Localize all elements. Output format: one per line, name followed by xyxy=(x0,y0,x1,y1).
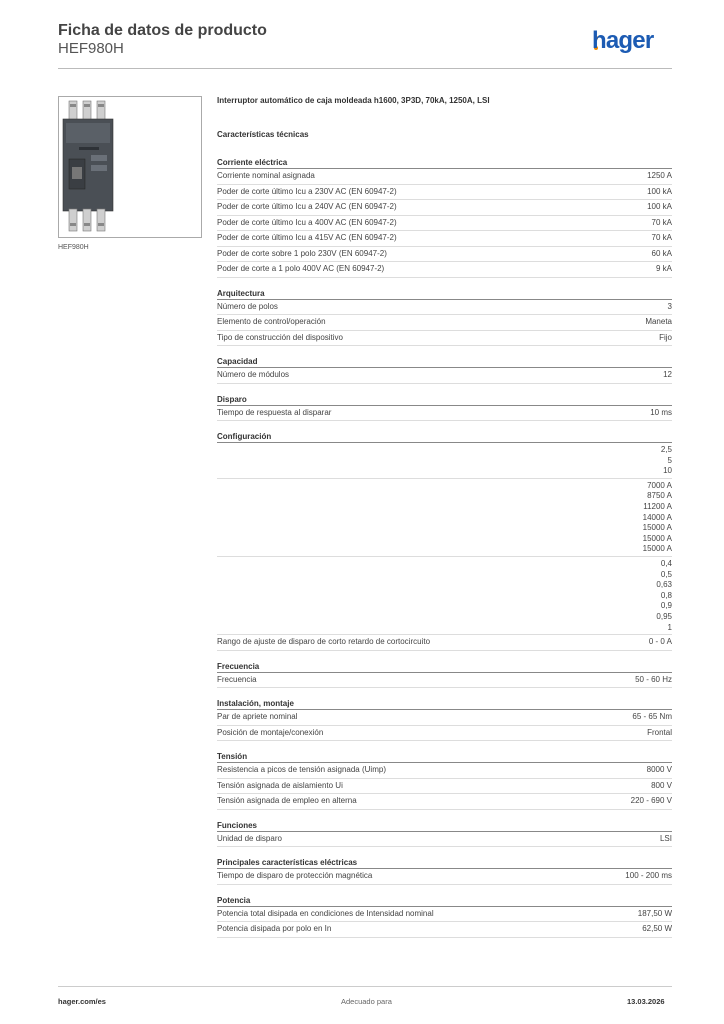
spec-value: 12 xyxy=(663,370,672,379)
spec-label: Poder de corte último Icu a 240V AC (EN 60947-2) xyxy=(217,202,397,211)
tech-heading: Características técnicas xyxy=(217,130,309,139)
spec-label: Tipo de construcción del dispositivo xyxy=(217,332,343,342)
footer-website[interactable]: hager.com/es xyxy=(58,997,106,1006)
spec-label: Poder de corte sobre 1 polo 230V (EN 60947-2) xyxy=(217,248,387,258)
spec-value: Frontal xyxy=(647,727,672,737)
spec-value: 15000 A xyxy=(642,533,672,543)
spec-value: 7000 A xyxy=(647,480,672,490)
section-gap xyxy=(217,346,672,356)
section-title: Funciones xyxy=(217,820,672,832)
spec-value: 100 - 200 ms xyxy=(625,871,672,881)
spec-label: Poder de corte último Icu a 400V AC (EN 60947-2) xyxy=(217,217,397,227)
spec-label: Poder de corte último Icu a 230V AC (EN 60947-2) xyxy=(217,186,397,196)
spec-row xyxy=(217,331,672,347)
spec-value: Maneta xyxy=(645,317,672,326)
spec-row xyxy=(217,779,672,795)
spec-value: 10 ms xyxy=(650,407,672,417)
spec-label: Poder de corte último Icu a 415V AC (EN 60947-2) xyxy=(217,233,397,242)
spec-row xyxy=(217,200,672,216)
spec-value: 15000 A xyxy=(642,523,672,533)
spec-value: 0 - 0 A xyxy=(648,637,672,647)
section-title: Arquitectura xyxy=(217,288,672,300)
spec-row xyxy=(217,216,672,232)
footer-divider xyxy=(58,986,672,987)
section-title: Configuración xyxy=(217,431,672,443)
footer-date: 13.03.2026 xyxy=(627,997,665,1006)
spec-value: 0,8 xyxy=(660,590,672,600)
spec-row xyxy=(217,710,672,726)
product-code: HEF980H xyxy=(58,40,124,57)
section-gap xyxy=(217,651,672,661)
section-gap xyxy=(217,810,672,820)
spec-label: Poder de corte a 1 polo 400V AC (EN 60947-2) xyxy=(217,264,385,273)
spec-value: 800 V xyxy=(651,780,672,790)
spec-value: 0,63 xyxy=(656,580,672,590)
hager-logo: hager xyxy=(592,27,654,54)
spec-row xyxy=(217,315,672,331)
spec-row xyxy=(217,794,672,810)
spec-row xyxy=(217,763,672,779)
section-title: Principales características eléctricas xyxy=(217,857,672,869)
spec-sections xyxy=(217,157,672,938)
spec-value: 100 kA xyxy=(647,202,672,211)
spec-value: 14000 A xyxy=(642,512,672,522)
spec-value: 11200 A xyxy=(643,501,672,511)
spec-label: Elemento de control/operación xyxy=(217,317,326,326)
section-title: Corriente eléctrica xyxy=(217,157,672,169)
spec-value: 8000 V xyxy=(646,765,672,775)
spec-value: 50 - 60 Hz xyxy=(635,674,672,684)
product-description: Interruptor automático de caja moldeada h1600, 3P3D, 70kA, 1250A, LSI xyxy=(217,96,490,105)
section-gap xyxy=(217,741,672,751)
spec-value: 65 - 65 Nm xyxy=(632,712,672,722)
footer-note: Adecuado para xyxy=(341,997,392,1006)
spec-value: 2,5 xyxy=(660,445,672,454)
spec-row xyxy=(217,247,672,263)
spec-label: Tensión asignada de empleo en alterna xyxy=(217,796,357,806)
section-title: Disparo xyxy=(217,394,672,406)
spec-value: 187,50 W xyxy=(637,908,672,918)
spec-value: 1 xyxy=(667,622,672,632)
spec-label: Rango de ajuste de disparo de corto retardo de cortocircuito xyxy=(217,637,431,647)
spec-row xyxy=(217,832,672,848)
spec-value: 0,9 xyxy=(660,601,672,611)
spec-value: 62,50 W xyxy=(642,924,672,934)
section-title: Instalación, montaje xyxy=(217,698,672,710)
spec-value: 220 - 690 V xyxy=(630,796,672,806)
spec-label: Resistencia a picos de tensión asignada (Uimp) xyxy=(217,765,386,775)
spec-label: Tiempo de respuesta al disparar xyxy=(217,407,332,417)
spec-row xyxy=(217,907,672,923)
section-gap xyxy=(217,688,672,698)
page-title: Ficha de datos de producto xyxy=(58,22,267,39)
section-gap xyxy=(217,421,672,431)
spec-row xyxy=(217,368,672,384)
spec-row xyxy=(217,635,672,651)
spec-row xyxy=(217,262,672,278)
spec-value: 5 xyxy=(667,455,672,465)
spec-row xyxy=(217,300,672,316)
spec-row xyxy=(217,406,672,422)
spec-value-list xyxy=(217,445,672,477)
section-title: Capacidad xyxy=(217,356,672,368)
spec-row xyxy=(217,169,672,185)
spec-row xyxy=(217,557,672,635)
spec-label: Tiempo de disparo de protección magnética xyxy=(217,871,373,881)
spec-value: 10 xyxy=(663,466,672,476)
spec-value-list xyxy=(217,559,672,633)
spec-row xyxy=(217,673,672,689)
spec-label: Potencia disipada por polo en In xyxy=(217,924,332,934)
section-gap xyxy=(217,847,672,857)
spec-value: 0,4 xyxy=(660,558,672,568)
spec-label: Unidad de disparo xyxy=(217,833,282,843)
spec-row xyxy=(217,869,672,885)
spec-value: 9 kA xyxy=(655,264,672,273)
spec-label: Corriente nominal asignada xyxy=(217,171,315,180)
spec-value: Fijo xyxy=(659,332,672,342)
spec-value: 3 xyxy=(667,301,672,311)
spec-value: 100 kA xyxy=(647,186,672,196)
circuit-breaker-icon xyxy=(59,97,201,237)
spec-value: 0,5 xyxy=(660,569,672,579)
spec-row xyxy=(217,231,672,247)
header-divider xyxy=(58,68,672,69)
spec-row xyxy=(217,922,672,938)
spec-row xyxy=(217,185,672,201)
section-title: Tensión xyxy=(217,751,672,763)
spec-value: 15000 A xyxy=(642,544,672,554)
spec-value: 0,95 xyxy=(656,611,672,621)
spec-value: 1250 A xyxy=(647,171,672,180)
section-title: Potencia xyxy=(217,895,672,907)
spec-value-list xyxy=(217,481,672,555)
spec-value: 70 kA xyxy=(651,233,672,242)
spec-value: 8750 A xyxy=(647,491,672,501)
spec-value: 70 kA xyxy=(651,217,672,227)
spec-label: Tensión asignada de aislamiento Ui xyxy=(217,780,343,790)
spec-label: Frecuencia xyxy=(217,674,257,684)
spec-label: Número de módulos xyxy=(217,370,290,379)
spec-label: Número de polos xyxy=(217,301,278,311)
section-gap xyxy=(217,384,672,394)
section-gap xyxy=(217,885,672,895)
spec-row xyxy=(217,479,672,557)
spec-label: Potencia total disipada en condiciones de Intensidad nominal xyxy=(217,908,434,918)
spec-value: 60 kA xyxy=(651,248,672,258)
spec-row xyxy=(217,443,672,479)
section-title: Frecuencia xyxy=(217,661,672,673)
image-caption: HEF980H xyxy=(58,244,89,251)
product-image xyxy=(58,96,202,238)
section-gap xyxy=(217,278,672,288)
spec-label: Par de apriete nominal xyxy=(217,712,298,722)
spec-row xyxy=(217,726,672,742)
spec-label: Posición de montaje/conexión xyxy=(217,727,324,737)
spec-value: LSI xyxy=(659,833,672,843)
